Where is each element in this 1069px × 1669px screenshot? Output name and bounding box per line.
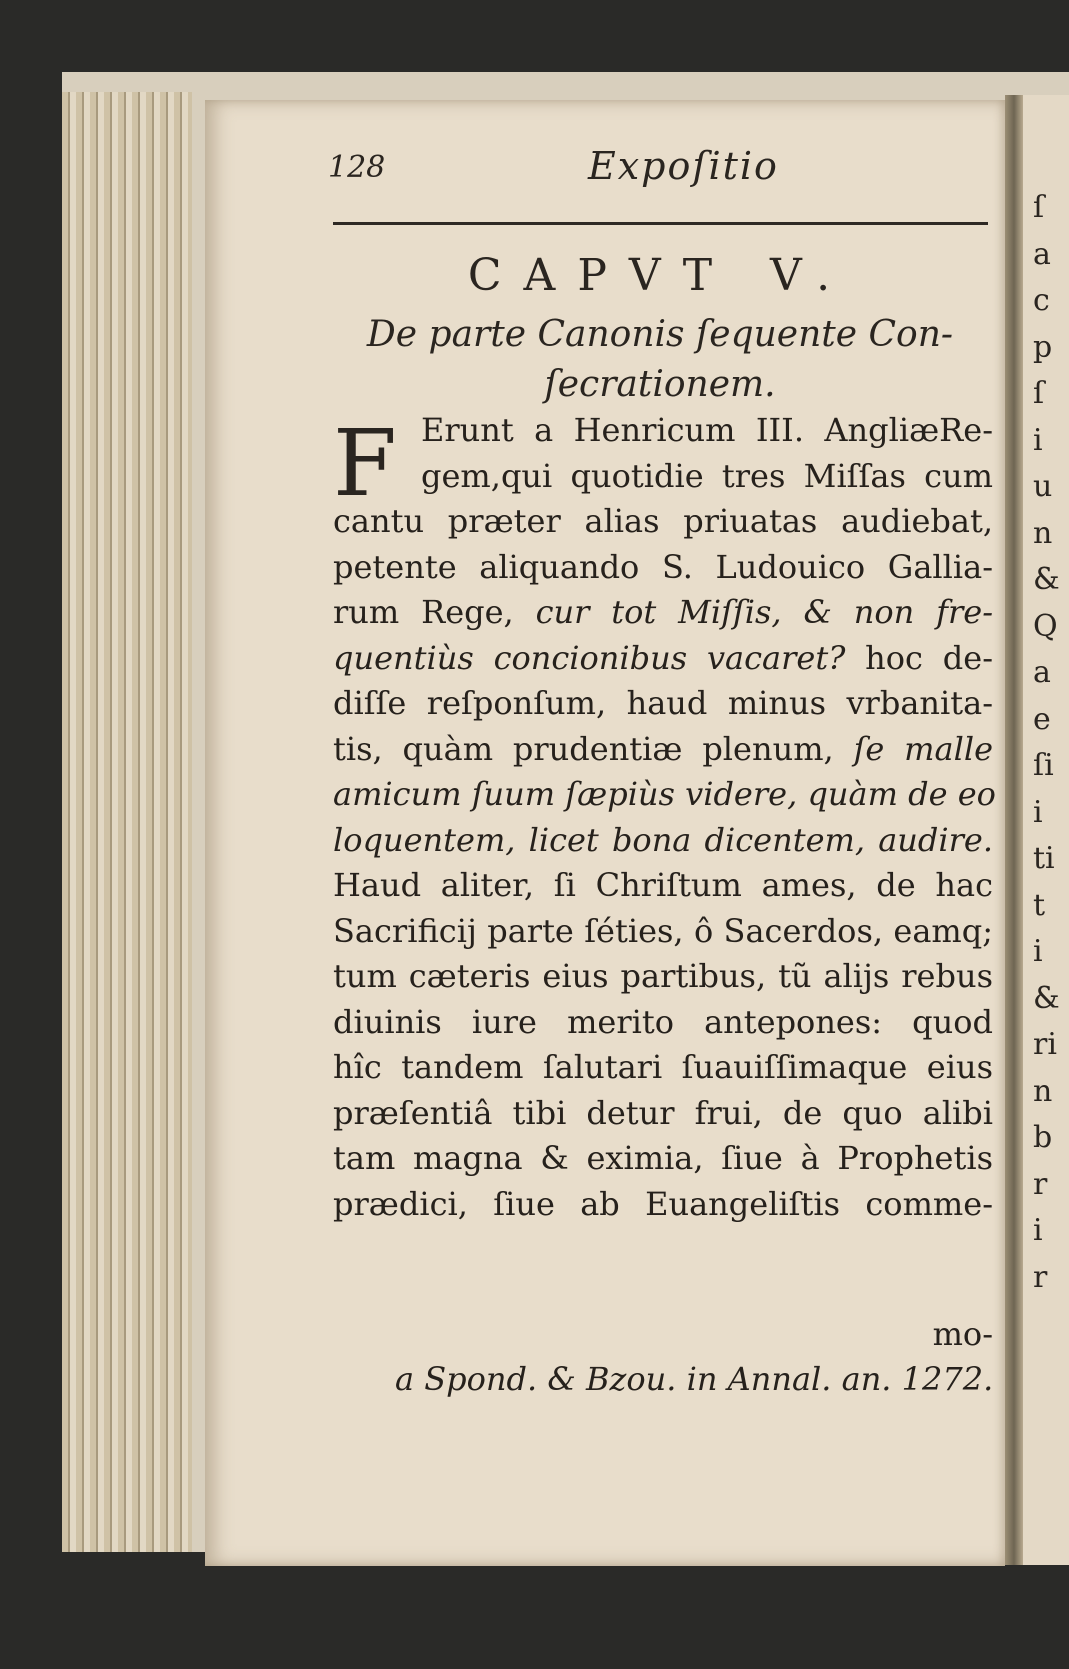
facing-page-letter: ſi bbox=[1033, 748, 1054, 783]
facing-page-letter: a bbox=[1033, 236, 1051, 272]
roman-span: cantu præter alias priuatas audiebat, bbox=[333, 502, 993, 540]
subtitle-line-1: De parte Canonis ſequente Con- bbox=[366, 314, 954, 355]
text-line bbox=[333, 1136, 993, 1182]
facing-page-letter: ſ bbox=[1033, 376, 1045, 411]
roman-span: prædici, ſiue ab Euangeliſtis comme- bbox=[333, 1184, 993, 1223]
text-line bbox=[333, 590, 993, 636]
text-line bbox=[333, 909, 993, 955]
facing-page-letter: p bbox=[1033, 329, 1053, 365]
page-header bbox=[328, 140, 988, 200]
italic-span: cur tot Miſſis, & non fre- bbox=[535, 593, 994, 631]
chapter-subtitle bbox=[330, 310, 990, 410]
roman-span: petente aliquando S. Ludouico Gallia- bbox=[333, 547, 993, 586]
facing-page-letter: a bbox=[1033, 655, 1051, 690]
roman-span: rum Rege, bbox=[333, 593, 536, 631]
body-text bbox=[333, 408, 996, 1227]
roman-span: hoc de- bbox=[845, 638, 993, 677]
drop-capital: F bbox=[333, 410, 397, 517]
facing-page-letter: ſ bbox=[1033, 190, 1045, 225]
footnote: a Spond. & Bzou. in Annal. an. 1272. bbox=[395, 1360, 994, 1398]
roman-span: hîc tandem ſalutari ſuauiſſimaque eius bbox=[333, 1048, 993, 1086]
text-line bbox=[333, 772, 996, 818]
chapter-heading: CAPVT V. bbox=[467, 250, 853, 301]
catchword: mo- bbox=[932, 1315, 993, 1353]
facing-page-letter: ri bbox=[1033, 1027, 1057, 1062]
header-rule bbox=[333, 222, 988, 225]
facing-page-letter: u bbox=[1033, 469, 1053, 504]
roman-span: tum cæteris eius partibus, tũ alijs rebus bbox=[333, 957, 993, 995]
facing-page-letter: i bbox=[1033, 422, 1043, 458]
subtitle-line-2: ſecrationem. bbox=[544, 364, 776, 405]
text-line bbox=[333, 454, 993, 500]
text-line bbox=[333, 408, 993, 454]
page-number: 128 bbox=[328, 150, 386, 185]
facing-page-letter: n bbox=[1033, 515, 1053, 551]
text-line bbox=[333, 1091, 993, 1137]
facing-page-letter: r bbox=[1033, 1166, 1048, 1202]
text-line bbox=[333, 636, 993, 682]
text-line bbox=[333, 727, 993, 773]
roman-span: Erunt a Henricum III. AngliæRe- bbox=[421, 411, 993, 449]
roman-span: præſentiâ tibi detur frui, de quo alibi bbox=[333, 1093, 993, 1132]
text-line bbox=[333, 681, 993, 727]
text-line bbox=[333, 1182, 993, 1228]
facing-page-letter: t bbox=[1033, 887, 1046, 923]
text-line bbox=[333, 818, 993, 864]
facing-page-letter: Q bbox=[1033, 608, 1058, 644]
book-gutter bbox=[1005, 95, 1023, 1565]
italic-span: amicum ſuum ſæpiùs videre, quàm de eo bbox=[333, 775, 996, 813]
italic-span: ſe malle bbox=[853, 729, 994, 768]
italic-span: loquentem, licet bona dicentem, audire. bbox=[333, 820, 993, 859]
roman-span: diſſe reſponſum, haud minus vrbanita- bbox=[333, 684, 993, 722]
facing-page-letter: ti bbox=[1033, 841, 1055, 876]
text-line bbox=[333, 954, 993, 1000]
running-title: Expoſitio bbox=[588, 144, 779, 188]
facing-page-letter: & bbox=[1033, 562, 1060, 597]
facing-page-letter: i bbox=[1033, 1213, 1043, 1248]
facing-page-edge bbox=[1023, 95, 1069, 1565]
facing-page-letter: & bbox=[1033, 980, 1060, 1016]
roman-span: Haud aliter, ſi Chriſtum ames, de hac bbox=[333, 866, 993, 904]
facing-page-letter: n bbox=[1033, 1073, 1053, 1109]
facing-page-letter: i bbox=[1033, 934, 1043, 969]
text-line bbox=[333, 863, 993, 909]
facing-page-letter: c bbox=[1033, 283, 1050, 318]
page-edges bbox=[62, 92, 192, 1552]
roman-span: tam magna & eximia, ſiue à Prophetis bbox=[333, 1139, 993, 1177]
text-line bbox=[333, 499, 993, 545]
facing-page-letter: b bbox=[1033, 1120, 1053, 1155]
italic-span: quentiùs concionibus vacaret? bbox=[333, 638, 846, 677]
facing-page-letter: e bbox=[1033, 701, 1051, 737]
roman-span: diuinis iure merito antepones: quod bbox=[333, 1002, 993, 1041]
roman-span: gem,qui quotidie tres Miſſas cum bbox=[421, 456, 993, 495]
text-line bbox=[333, 545, 993, 591]
facing-page-letter: r bbox=[1033, 1259, 1048, 1295]
roman-span: Sacrificij parte ſéties, ô Sacerdos, eamq; bbox=[333, 911, 993, 950]
text-line bbox=[333, 1045, 993, 1091]
text-line bbox=[333, 1000, 993, 1046]
facing-page-letter: i bbox=[1033, 794, 1043, 830]
roman-span: tis, quàm prudentiæ plenum, bbox=[333, 729, 854, 768]
